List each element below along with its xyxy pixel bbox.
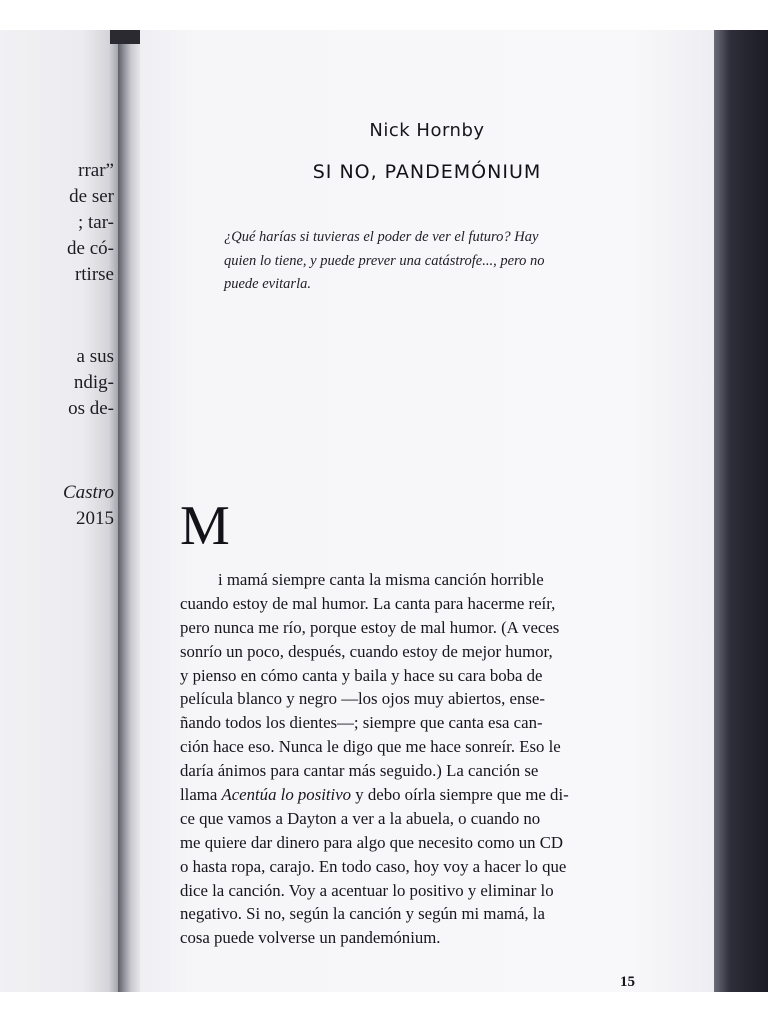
left-page-line: ndig-	[73, 372, 114, 393]
body-line: película blanco y negro —los ojos muy abiertos, ense-	[180, 689, 545, 709]
left-page-line: a sus	[76, 346, 114, 367]
drop-cap: M	[180, 495, 230, 557]
left-page-line: rtirse	[74, 264, 114, 285]
binding-shadow	[110, 30, 140, 44]
body-line: ñando todos los dientes—; siempre que canta esa can-	[180, 713, 543, 733]
body-line: i mamá siempre canta la misma canción horrible	[218, 570, 544, 589]
body-line: y pienso en cómo canta y baila y hace su cara boba de	[180, 665, 543, 685]
right-page	[140, 30, 714, 992]
book-gutter	[118, 30, 140, 992]
body-line: pero nunca me río, porque estoy de mal humor. (A veces	[180, 617, 560, 637]
body-line: sonrío un poco, después, cuando estoy de mejor humor,	[180, 641, 553, 661]
bottom-margin	[0, 992, 768, 1024]
body-text-segment: llama	[180, 785, 218, 805]
story-body	[180, 510, 652, 950]
left-page-line: de ser	[69, 186, 114, 207]
left-page-line: de có-	[67, 238, 114, 259]
left-page-line: ; tar-	[77, 212, 114, 233]
body-line: ción hace eso. Nunca le digo que me hace sonreír. Eso le	[180, 737, 561, 757]
body-line: daría ánimos para cantar más seguido.) La canción se	[180, 761, 539, 781]
epigraph-line: puede evitarla.	[224, 276, 311, 292]
body-line: ce que vamos a Dayton a ver a la abuela, o cuando no	[180, 808, 541, 828]
body-line: cuando estoy de mal humor. La canta para hacerme reír,	[180, 593, 556, 613]
body-line: negativo. Si no, según la canción y según mi mamá, la	[180, 904, 545, 924]
page-number: 15	[620, 974, 635, 990]
story-title: SI NO, PANDEMÓNIUM	[312, 161, 542, 183]
left-page-line: Castro	[62, 482, 114, 503]
song-title: Acentúa lo positivo	[221, 785, 352, 805]
epigraph-line: quien lo tiene, y puede prever una catástrofe..., pero no	[224, 252, 545, 269]
epigraph	[224, 226, 624, 297]
left-page	[0, 30, 118, 992]
body-line: cosa puede volverse un pandemónium.	[180, 928, 441, 948]
left-page-line: rrar”	[78, 160, 114, 181]
body-line: o hasta ropa, carajo. En todo caso, hoy voy a hacer lo que	[180, 856, 567, 876]
top-margin	[0, 0, 768, 30]
body-text-segment: y debo oírla siempre que me di-	[355, 785, 569, 805]
page-edge-shadow	[714, 30, 768, 992]
left-page-line: os de-	[68, 398, 114, 419]
epigraph-line: ¿Qué harías si tuvieras el poder de ver el futuro? Hay	[224, 229, 539, 245]
left-page-line: 2015	[76, 508, 114, 529]
body-line	[180, 783, 652, 807]
body-line: me quiere dar dinero para algo que necesito como un CD	[180, 832, 564, 852]
body-line: dice la canción. Voy a acentuar lo positivo y eliminar lo	[180, 880, 554, 900]
author-name: Nick Hornby	[369, 120, 485, 141]
